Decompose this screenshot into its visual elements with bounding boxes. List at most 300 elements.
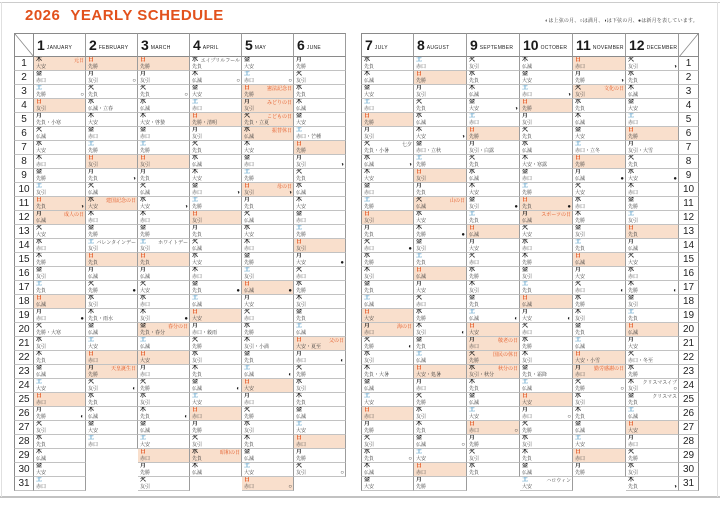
rokuyo-label: 赤口 <box>522 92 533 98</box>
rokuyo-label: 先負 <box>36 204 47 210</box>
weekday-label: 日 <box>244 477 251 483</box>
day-cell-bottom-line <box>296 260 344 267</box>
day-cell-bottom-line <box>36 92 84 99</box>
rokuyo-label: 大安 <box>522 316 533 322</box>
right-page-jul-dec <box>361 33 699 491</box>
day-cell-top-line <box>36 169 84 176</box>
rokuyo-label: 大安 <box>140 204 151 210</box>
rokuyo-label: 赤口 <box>36 246 47 252</box>
rokuyo-label: 先勝 <box>416 232 427 238</box>
rokuyo-label: 大安 <box>296 120 307 126</box>
weekday-label: 水 <box>192 57 199 63</box>
rokuyo-label: 友引 <box>36 274 47 280</box>
day-cell-bottom-line <box>296 176 344 183</box>
day-cell-3-22 <box>138 351 190 365</box>
weekday-label: 土 <box>88 337 95 343</box>
day-cell-top-line <box>522 435 571 442</box>
weekday-label: 土 <box>192 393 199 399</box>
day-cell-bottom-line <box>522 288 571 295</box>
weekday-label: 月 <box>88 365 95 371</box>
rokuyo-label: 仏滅 <box>192 162 203 168</box>
day-cell-top-line <box>364 113 412 120</box>
day-number: 14 <box>679 239 699 253</box>
weekday-label: 月 <box>575 365 582 371</box>
day-cell-1-23 <box>34 365 86 379</box>
day-cell-2-8 <box>86 155 138 169</box>
rokuyo-label: 大安 <box>244 302 255 308</box>
day-cell-bottom-line <box>140 400 188 407</box>
day-cell-12-14 <box>626 239 679 253</box>
rokuyo-label: 仏滅 <box>140 344 151 350</box>
day-cell-top-line <box>36 295 84 302</box>
day-cell-6-30 <box>294 463 346 477</box>
first-quarter-moon-icon: ◐ <box>80 414 84 420</box>
day-cell-bottom-line <box>88 148 136 155</box>
weekday-label: 土 <box>575 337 582 343</box>
day-cell-top-line <box>296 435 344 442</box>
day-cell-bottom-line <box>296 456 344 463</box>
day-cell-bottom-line <box>522 120 571 127</box>
weekday-label: 木 <box>244 239 251 245</box>
weekday-label: 水 <box>628 71 635 77</box>
rokuyo-label: 大安 <box>469 106 480 112</box>
day-cell-bottom-line <box>416 120 465 127</box>
day-cell-top-line <box>522 113 571 120</box>
weekday-label: 木 <box>140 309 147 315</box>
day-cell-11-23 <box>573 365 626 379</box>
rokuyo-label: 赤口 <box>244 484 255 490</box>
day-cell-top-line <box>364 351 412 358</box>
weekday-label: 月 <box>36 211 43 217</box>
day-cell-top-line <box>416 393 465 400</box>
day-cell-top-line <box>88 225 136 232</box>
day-cell-top-line <box>628 281 677 288</box>
day-cell-bottom-line <box>192 218 240 225</box>
day-cell-bottom-line <box>140 92 188 99</box>
day-cell-top-line <box>140 183 188 190</box>
rokuyo-label: 先勝 <box>88 288 99 294</box>
day-cell-top-line <box>36 113 84 120</box>
rokuyo-label: 赤口 <box>364 246 375 252</box>
day-cell-top-line <box>36 239 84 246</box>
weekday-label: 月 <box>296 253 303 259</box>
weekday-label: 月 <box>628 337 635 343</box>
day-cell-top-line <box>575 435 624 442</box>
weekday-label: 月 <box>364 225 371 231</box>
day-cell-4-28 <box>190 435 242 449</box>
weekday-label: 月 <box>469 239 476 245</box>
day-cell-top-line <box>628 449 677 456</box>
last-quarter-moon-icon: ◑ <box>184 204 188 210</box>
day-cell-4-9 <box>190 169 242 183</box>
month-header-9 <box>467 33 520 57</box>
day-cell-4-19 <box>190 309 242 323</box>
day-cell-top-line <box>192 225 240 232</box>
day-cell-bottom-line <box>88 134 136 141</box>
full-moon-icon: ○ <box>132 78 136 84</box>
day-cell-top-line <box>88 323 136 330</box>
rokuyo-label: 大安 <box>296 204 307 210</box>
day-cell-top-line <box>522 337 571 344</box>
day-cell-bottom-line <box>469 260 518 267</box>
day-cell-10-21 <box>520 337 573 351</box>
day-cell-bottom-line <box>36 176 84 183</box>
day-cell-11-5 <box>573 113 626 127</box>
weekday-label: 日 <box>628 421 635 427</box>
rokuyo-label: 赤口・立秋 <box>416 148 442 154</box>
day-cell-bottom-line <box>88 428 136 435</box>
weekday-label: 土 <box>522 85 529 91</box>
rokuyo-label: 友引 <box>36 344 47 350</box>
day-cell-top-line <box>628 295 677 302</box>
day-cell-bottom-line <box>244 456 292 463</box>
month-header-5 <box>242 33 294 57</box>
day-cell-8-24 <box>414 379 467 393</box>
day-cell-7-6 <box>361 127 414 141</box>
day-cell-6-5 <box>294 113 346 127</box>
day-cell-top-line <box>364 71 412 78</box>
day-cell-7-24 <box>361 379 414 393</box>
day-cell-bottom-line <box>296 316 344 323</box>
title-text: YEARLY SCHEDULE <box>70 7 224 24</box>
day-cell-9-16 <box>467 267 520 281</box>
day-cell-bottom-line <box>244 274 292 281</box>
rokuyo-label: 友引 <box>522 120 533 126</box>
rokuyo-label: 仏滅 <box>36 134 47 140</box>
day-cell-top-line <box>416 449 465 456</box>
day-cell-top-line <box>140 155 188 162</box>
weekday-label: 日 <box>522 295 529 301</box>
new-moon-icon: ● <box>288 288 292 294</box>
day-cell-top-line <box>364 169 412 176</box>
weekday-label: 水 <box>469 169 476 175</box>
day-cell-top-line <box>364 309 412 316</box>
rokuyo-label: 赤口 <box>522 330 533 336</box>
day-cell-bottom-line <box>88 400 136 407</box>
day-cell-1-12 <box>34 211 86 225</box>
full-moon-icon: ○ <box>288 484 292 490</box>
rokuyo-label: 赤口 <box>192 106 203 112</box>
rokuyo-label: 赤口 <box>140 456 151 462</box>
day-cell-7-30 <box>361 463 414 477</box>
day-cell-10-19 <box>520 309 573 323</box>
day-cell-top-line <box>244 365 292 372</box>
day-cell-bottom-line <box>522 442 571 449</box>
day-cell-top-line <box>140 365 188 372</box>
weekday-label: 日 <box>628 323 635 329</box>
day-cell-bottom-line <box>522 106 571 113</box>
day-cell-8-2 <box>414 71 467 85</box>
day-cell-top-line <box>522 253 571 260</box>
day-cell-11-28 <box>573 435 626 449</box>
day-cell-11-25 <box>573 393 626 407</box>
month-col-october <box>520 33 573 491</box>
day-cell-bottom-line <box>296 120 344 127</box>
weekday-label: 金 <box>575 127 582 133</box>
day-cell-top-line <box>364 239 412 246</box>
day-cell-5-14 <box>242 239 294 253</box>
rokuyo-label: 大安 <box>244 64 255 70</box>
rokuyo-label: 先勝 <box>469 442 480 448</box>
weekday-label: 水 <box>575 197 582 203</box>
day-cell-1-18 <box>34 295 86 309</box>
day-cell-bottom-line <box>244 120 292 127</box>
weekday-label: 土 <box>140 435 147 441</box>
day-cell-bottom-line <box>364 428 412 435</box>
day-cell-7-13 <box>361 225 414 239</box>
day-cell-9-6 <box>467 127 520 141</box>
day-cell-top-line <box>469 211 518 218</box>
weekday-label: 水 <box>628 267 635 273</box>
rokuyo-label: 大安 <box>192 260 203 266</box>
day-cell-5-18 <box>242 295 294 309</box>
rokuyo-label: 赤口 <box>469 260 480 266</box>
day-cell-top-line <box>244 211 292 218</box>
weekday-label: 木 <box>296 197 303 203</box>
weekday-label: 木 <box>364 365 371 371</box>
rokuyo-label: 先負 <box>469 162 480 168</box>
rokuyo-label: 大安 <box>522 78 533 84</box>
day-cell-top-line <box>628 127 677 134</box>
day-cell-6-24 <box>294 379 346 393</box>
day-cell-bottom-line <box>244 260 292 267</box>
weekday-label: 火 <box>364 435 371 441</box>
day-number: 10 <box>14 183 34 197</box>
day-cell-bottom-line <box>628 456 677 463</box>
weekday-label: 月 <box>364 323 371 329</box>
day-number: 15 <box>679 253 699 267</box>
event-label: エイプリルフール <box>200 58 240 64</box>
holiday-label: 憲法記念日 <box>266 86 292 92</box>
month-number: 8 <box>417 37 425 53</box>
day-cell-1-21 <box>34 337 86 351</box>
day-cell-bottom-line <box>522 92 571 99</box>
day-cell-bottom-line <box>575 190 624 197</box>
day-cell-top-line <box>88 351 136 358</box>
day-cell-10-10 <box>520 183 573 197</box>
weekday-label: 月 <box>192 127 199 133</box>
month-header-3 <box>138 33 190 57</box>
weekday-label: 木 <box>364 169 371 175</box>
month-number: 5 <box>245 37 253 53</box>
day-cell-bottom-line <box>192 470 240 477</box>
day-cell-bottom-line <box>575 246 624 253</box>
day-cell-top-line <box>522 281 571 288</box>
day-cell-top-line <box>88 141 136 148</box>
day-cell-11-14 <box>573 239 626 253</box>
weekday-label: 金 <box>296 113 303 119</box>
day-cell-bottom-line <box>416 372 465 379</box>
day-cell-6-12 <box>294 211 346 225</box>
last-quarter-moon-icon: ◑ <box>567 92 571 98</box>
day-cell-top-line <box>192 281 240 288</box>
rokuyo-label: 仏滅 <box>192 470 203 476</box>
weekday-label: 金 <box>522 267 529 273</box>
day-cell-bottom-line <box>296 204 344 211</box>
day-cell-6-9 <box>294 169 346 183</box>
day-cell-bottom-line <box>575 372 624 379</box>
rokuyo-label: 大安 <box>628 260 639 266</box>
day-cell-7-11 <box>361 197 414 211</box>
weekday-label: 日 <box>140 253 147 259</box>
day-cell-bottom-line <box>296 246 344 253</box>
day-cell-4-21 <box>190 337 242 351</box>
day-cell-12-19 <box>626 309 679 323</box>
month-col-april <box>190 33 242 477</box>
day-cell-bottom-line <box>244 64 292 71</box>
day-cell-top-line <box>36 449 84 456</box>
weekday-label: 月 <box>140 365 147 371</box>
day-cell-top-line <box>575 267 624 274</box>
weekday-label: 金 <box>522 169 529 175</box>
rokuyo-label: 大安 <box>244 232 255 238</box>
day-number: 29 <box>14 449 34 463</box>
day-cell-top-line <box>244 169 292 176</box>
day-cell-8-3 <box>414 85 467 99</box>
day-cell-10-12 <box>520 211 573 225</box>
day-cell-bottom-line <box>192 162 240 169</box>
weekday-label: 土 <box>416 57 423 63</box>
day-cell-5-8 <box>242 155 294 169</box>
day-cell-top-line <box>244 239 292 246</box>
rokuyo-label: 仏滅 <box>364 162 375 168</box>
day-cell-top-line <box>575 57 624 64</box>
day-cell-7-26 <box>361 407 414 421</box>
day-cell-5-20 <box>242 323 294 337</box>
day-cell-7-22 <box>361 351 414 365</box>
holiday-label: 山の日 <box>449 198 465 204</box>
weekday-label: 土 <box>628 113 635 119</box>
weekday-label: 火 <box>140 281 147 287</box>
rokuyo-label: 友引 <box>296 470 307 476</box>
day-number: 10 <box>679 183 699 197</box>
first-quarter-moon-icon: ◐ <box>514 316 518 322</box>
day-cell-12-12 <box>626 211 679 225</box>
day-cell-bottom-line <box>628 148 677 155</box>
weekday-label: 金 <box>364 477 371 483</box>
day-cell-bottom-line <box>36 358 84 365</box>
day-cell-5-3 <box>242 85 294 99</box>
day-cell-bottom-line <box>416 64 465 71</box>
weekday-label: 金 <box>88 421 95 427</box>
day-cell-1-15 <box>34 253 86 267</box>
rokuyo-label: 仏滅 <box>296 414 307 420</box>
rokuyo-label: 大安 <box>36 64 47 70</box>
weekday-label: 火 <box>364 337 371 343</box>
day-number: 28 <box>679 435 699 449</box>
weekday-label: 土 <box>36 477 43 483</box>
rokuyo-label: 赤口 <box>244 316 255 322</box>
day-cell-9-14 <box>467 239 520 253</box>
day-cell-bottom-line <box>416 428 465 435</box>
day-cell-bottom-line <box>364 386 412 393</box>
rokuyo-label: 先負 <box>575 106 586 112</box>
rokuyo-label: 赤口・穀雨 <box>192 330 218 336</box>
day-number-column-left <box>14 33 34 491</box>
day-cell-top-line <box>416 295 465 302</box>
day-cell-top-line <box>36 71 84 78</box>
weekday-label: 水 <box>296 183 303 189</box>
day-cell-2-4 <box>86 99 138 113</box>
day-cell-2-28 <box>86 435 138 449</box>
weekday-label: 土 <box>296 225 303 231</box>
weekday-label: 金 <box>36 365 43 371</box>
rokuyo-label: 赤口 <box>36 78 47 84</box>
rokuyo-label: 先負・小暑 <box>364 148 390 154</box>
first-quarter-moon-icon: ◐ <box>236 386 240 392</box>
day-cell-bottom-line <box>244 302 292 309</box>
day-cell-bottom-line <box>140 288 188 295</box>
rokuyo-label: 先負 <box>364 64 375 70</box>
day-cell-top-line <box>296 421 344 428</box>
last-quarter-moon-icon: ◑ <box>132 176 136 182</box>
rokuyo-label: 先勝 <box>244 92 255 98</box>
day-cell-bottom-line <box>522 274 571 281</box>
rokuyo-label: 先負 <box>575 414 586 420</box>
day-cell-2-18 <box>86 295 138 309</box>
rokuyo-label: 先負 <box>140 414 151 420</box>
day-cell-bottom-line <box>88 92 136 99</box>
weekday-label: 日 <box>469 127 476 133</box>
rokuyo-label: 大安 <box>192 176 203 182</box>
day-cell-9-4 <box>467 99 520 113</box>
day-cell-top-line <box>364 435 412 442</box>
day-cell-bottom-line <box>575 302 624 309</box>
day-cell-top-line <box>36 463 84 470</box>
rokuyo-label: 仏滅 <box>244 218 255 224</box>
day-cell-7-8 <box>361 155 414 169</box>
rokuyo-label: 大安 <box>36 386 47 392</box>
rokuyo-label: 赤口 <box>296 218 307 224</box>
day-cell-8-28 <box>414 435 467 449</box>
day-cell-top-line <box>36 99 84 106</box>
weekday-label: 月 <box>36 309 43 315</box>
weekday-label: 月 <box>296 449 303 455</box>
rokuyo-label: 先勝 <box>628 204 639 210</box>
day-cell-top-line <box>416 323 465 330</box>
weekday-label: 木 <box>88 309 95 315</box>
rokuyo-label: 赤口 <box>192 414 203 420</box>
new-moon-icon: ● <box>340 260 344 266</box>
day-cell-bottom-line <box>140 344 188 351</box>
day-cell-9-2 <box>467 71 520 85</box>
day-cell-8-9 <box>414 169 467 183</box>
day-cell-7-12 <box>361 211 414 225</box>
rokuyo-label: 大安 <box>416 218 427 224</box>
day-cell-3-11 <box>138 197 190 211</box>
day-cell-bottom-line <box>36 316 84 323</box>
weekday-label: 日 <box>296 141 303 147</box>
day-cell-11-30 <box>573 463 626 477</box>
day-number: 7 <box>679 141 699 155</box>
day-cell-7-28 <box>361 435 414 449</box>
day-cell-6-26 <box>294 407 346 421</box>
day-cell-6-29 <box>294 449 346 463</box>
day-cell-2-3 <box>86 85 138 99</box>
weekday-label: 金 <box>522 365 529 371</box>
day-cell-bottom-line <box>469 190 518 197</box>
day-cell-top-line <box>469 323 518 330</box>
weekday-label: 木 <box>296 99 303 105</box>
day-cell-top-line <box>244 113 292 120</box>
day-cell-top-line <box>296 267 344 274</box>
day-cell-top-line <box>192 127 240 134</box>
day-cell-bottom-line <box>88 274 136 281</box>
weekday-label: 月 <box>522 211 529 217</box>
day-cell-bottom-line <box>192 190 240 197</box>
weekday-label: 日 <box>140 351 147 357</box>
rokuyo-label: 大安・小雪 <box>575 358 601 364</box>
